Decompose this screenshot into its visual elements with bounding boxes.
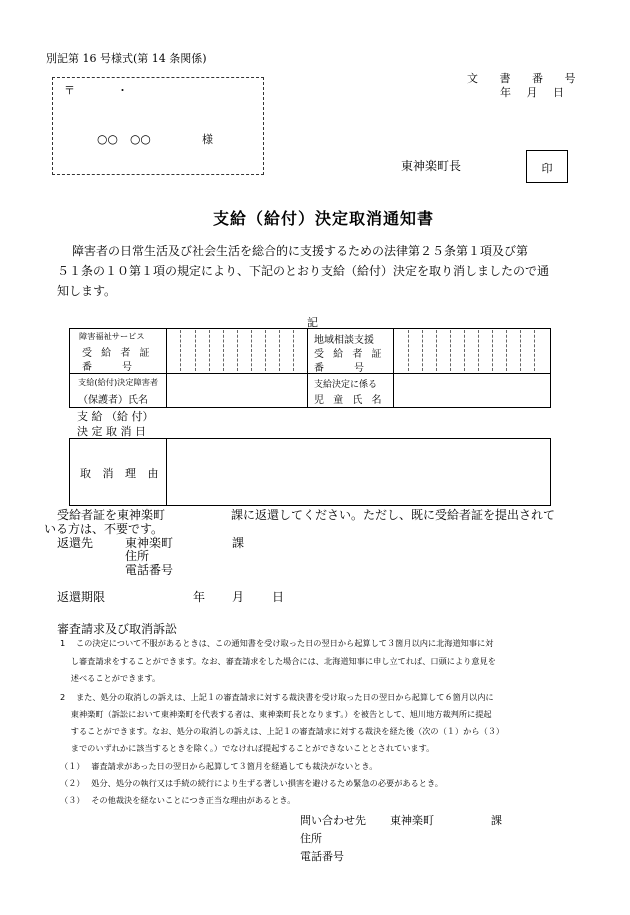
- digit-divider: [464, 330, 465, 371]
- appeal-item-1-line-1: 1 この決定について不服があるときは、この通知書を受け取った日の翌日から起算して３箇月以内に北海道知事に対: [60, 638, 494, 648]
- contact-phone-label: 電話番号: [300, 850, 344, 863]
- appeal-sub-item-1: （１） 審査請求があった日の翌日から起算して３箇月を経過しても裁決がないとき。: [60, 761, 378, 771]
- return-destination-label: 返還先: [57, 536, 94, 550]
- digit-divider: [265, 330, 266, 371]
- appeal-item-1-line-3: 述べることができます。: [60, 673, 161, 683]
- digit-divider: [237, 330, 238, 371]
- table-divider: [166, 438, 167, 505]
- return-notice-line-2: いる方は、不要です。: [44, 522, 164, 536]
- issuer-name: 東神楽町長: [401, 159, 462, 173]
- document-number-label: 文 書 番 号: [467, 72, 585, 85]
- child-name-label: 児 童 氏 名: [314, 395, 385, 406]
- community-certificate-number-label: 番 号: [314, 363, 364, 374]
- date-label: 年 月 日: [500, 86, 570, 99]
- body-line-3: 知します。: [57, 284, 117, 298]
- appeal-sub-item-3: （３） その他裁決を経ないことにつき正当な理由があるとき。: [60, 795, 296, 805]
- cancel-date-label-2: 決 定 取 消 日: [77, 425, 146, 438]
- digit-divider: [534, 330, 535, 371]
- child-related-label: 支給決定に係る: [314, 380, 378, 390]
- digit-divider: [279, 330, 280, 371]
- appeal-heading: 審査請求及び取消訴訟: [57, 622, 178, 636]
- ki-marker: 記: [307, 316, 318, 329]
- address-window: [52, 77, 264, 175]
- digit-divider: [422, 330, 423, 371]
- service-certificate-caption: 障害福祉サービス: [79, 331, 145, 341]
- digit-divider: [195, 330, 196, 371]
- contact-town: 東神楽町: [390, 814, 434, 827]
- deadline-year: 年: [193, 590, 206, 604]
- deadline-month: 月: [232, 590, 245, 604]
- appeal-item-1-line-2: し審査請求をすることができます。なお、審査請求をした場合には、北海道知事に申し立てれば、口頭により意見を: [60, 656, 496, 666]
- appeal-sub-item-2: （２） 処分、処分の執行又は手続の続行により生ずる著しい損害を避けるため緊急の必要があるとき。: [60, 778, 443, 788]
- appeal-item-2-line-3: することができます。なお、処分の取消しの訴えは、上記１の審査請求に対する裁決を経た後（次の（１）から（３）: [60, 726, 505, 736]
- seal-mark: 印: [541, 162, 553, 175]
- contact-address-label: 住所: [300, 832, 322, 845]
- digit-divider: [506, 330, 507, 371]
- body-line-1: 障害者の日常生活及び社会生活を総合的に支援するための法律第２５条第１項及び第: [72, 244, 529, 258]
- contact-section: 課: [491, 814, 502, 827]
- digit-divider: [293, 330, 294, 371]
- return-phone-label: 電話番号: [125, 563, 174, 577]
- document-title: 支給（給付）決定取消通知書: [213, 209, 435, 228]
- digit-divider: [209, 330, 210, 371]
- digit-divider: [492, 330, 493, 371]
- digit-divider: [450, 330, 451, 371]
- return-destination-section: 課: [232, 536, 245, 550]
- community-certificate-label: 受 給 者 証: [314, 349, 385, 360]
- digit-divider: [436, 330, 437, 371]
- body-line-2: ５１条の１０第１項の規定により、下記のとおり支給（給付）決定を取り消しましたので通: [57, 264, 550, 278]
- form-label: 別記第 16 号様式(第 14 条関係): [46, 52, 207, 65]
- digit-divider: [520, 330, 521, 371]
- contact-label: 問い合わせ先: [300, 814, 366, 827]
- decided-person-label: 支給(給付)決定障害者: [78, 377, 159, 387]
- honorific: 様: [202, 133, 213, 146]
- appeal-item-2-line-2: 東神楽町（訴訟において東神楽町を代表する者は、東神楽町長となります。）を被告として、旭川地方裁判所に提起: [60, 709, 492, 719]
- digit-divider: [478, 330, 479, 371]
- table-divider: [393, 328, 394, 407]
- return-notice-start: 受給者証を東神楽町: [57, 508, 166, 522]
- table-divider: [307, 328, 308, 407]
- postal-mark: 〒: [64, 84, 75, 97]
- return-destination-town: 東神楽町: [125, 536, 174, 550]
- seal-box: [526, 150, 568, 183]
- table-divider: [69, 373, 550, 374]
- recipient-name: ○○ ○○: [97, 132, 151, 146]
- appeal-item-2-line-1: 2 また、処分の取消しの訴えは、上記１の審査請求に対する裁決書を受け取った日の翌日から起算して６箇月以内に: [60, 692, 494, 702]
- table-divider: [166, 328, 167, 407]
- appeal-item-2-line-4: までのいずれかに該当するときを除く。）でなければ提起することができないこととされています。: [60, 743, 435, 753]
- return-address-label: 住所: [125, 549, 150, 563]
- digit-divider: [180, 330, 181, 371]
- community-support-label: 地域相談支援: [314, 335, 374, 346]
- reason-label: 取 消 理 由: [80, 467, 163, 480]
- digit-divider: [251, 330, 252, 371]
- postal-separator: ・: [117, 84, 128, 97]
- cancel-date-label-1: 支 給 （給 付）: [77, 410, 154, 423]
- service-certificate-label: 受 給 者 証: [82, 348, 153, 359]
- deadline-day: 日: [272, 590, 285, 604]
- return-deadline-label: 返還期限: [57, 590, 106, 604]
- guardian-name-label: （保護者）氏名: [78, 395, 148, 406]
- digit-divider: [408, 330, 409, 371]
- return-notice-rest: 課に返還してください。ただし、既に受給者証を提出されて: [231, 508, 556, 522]
- digit-divider: [223, 330, 224, 371]
- service-certificate-number-label: 番 号: [82, 362, 132, 373]
